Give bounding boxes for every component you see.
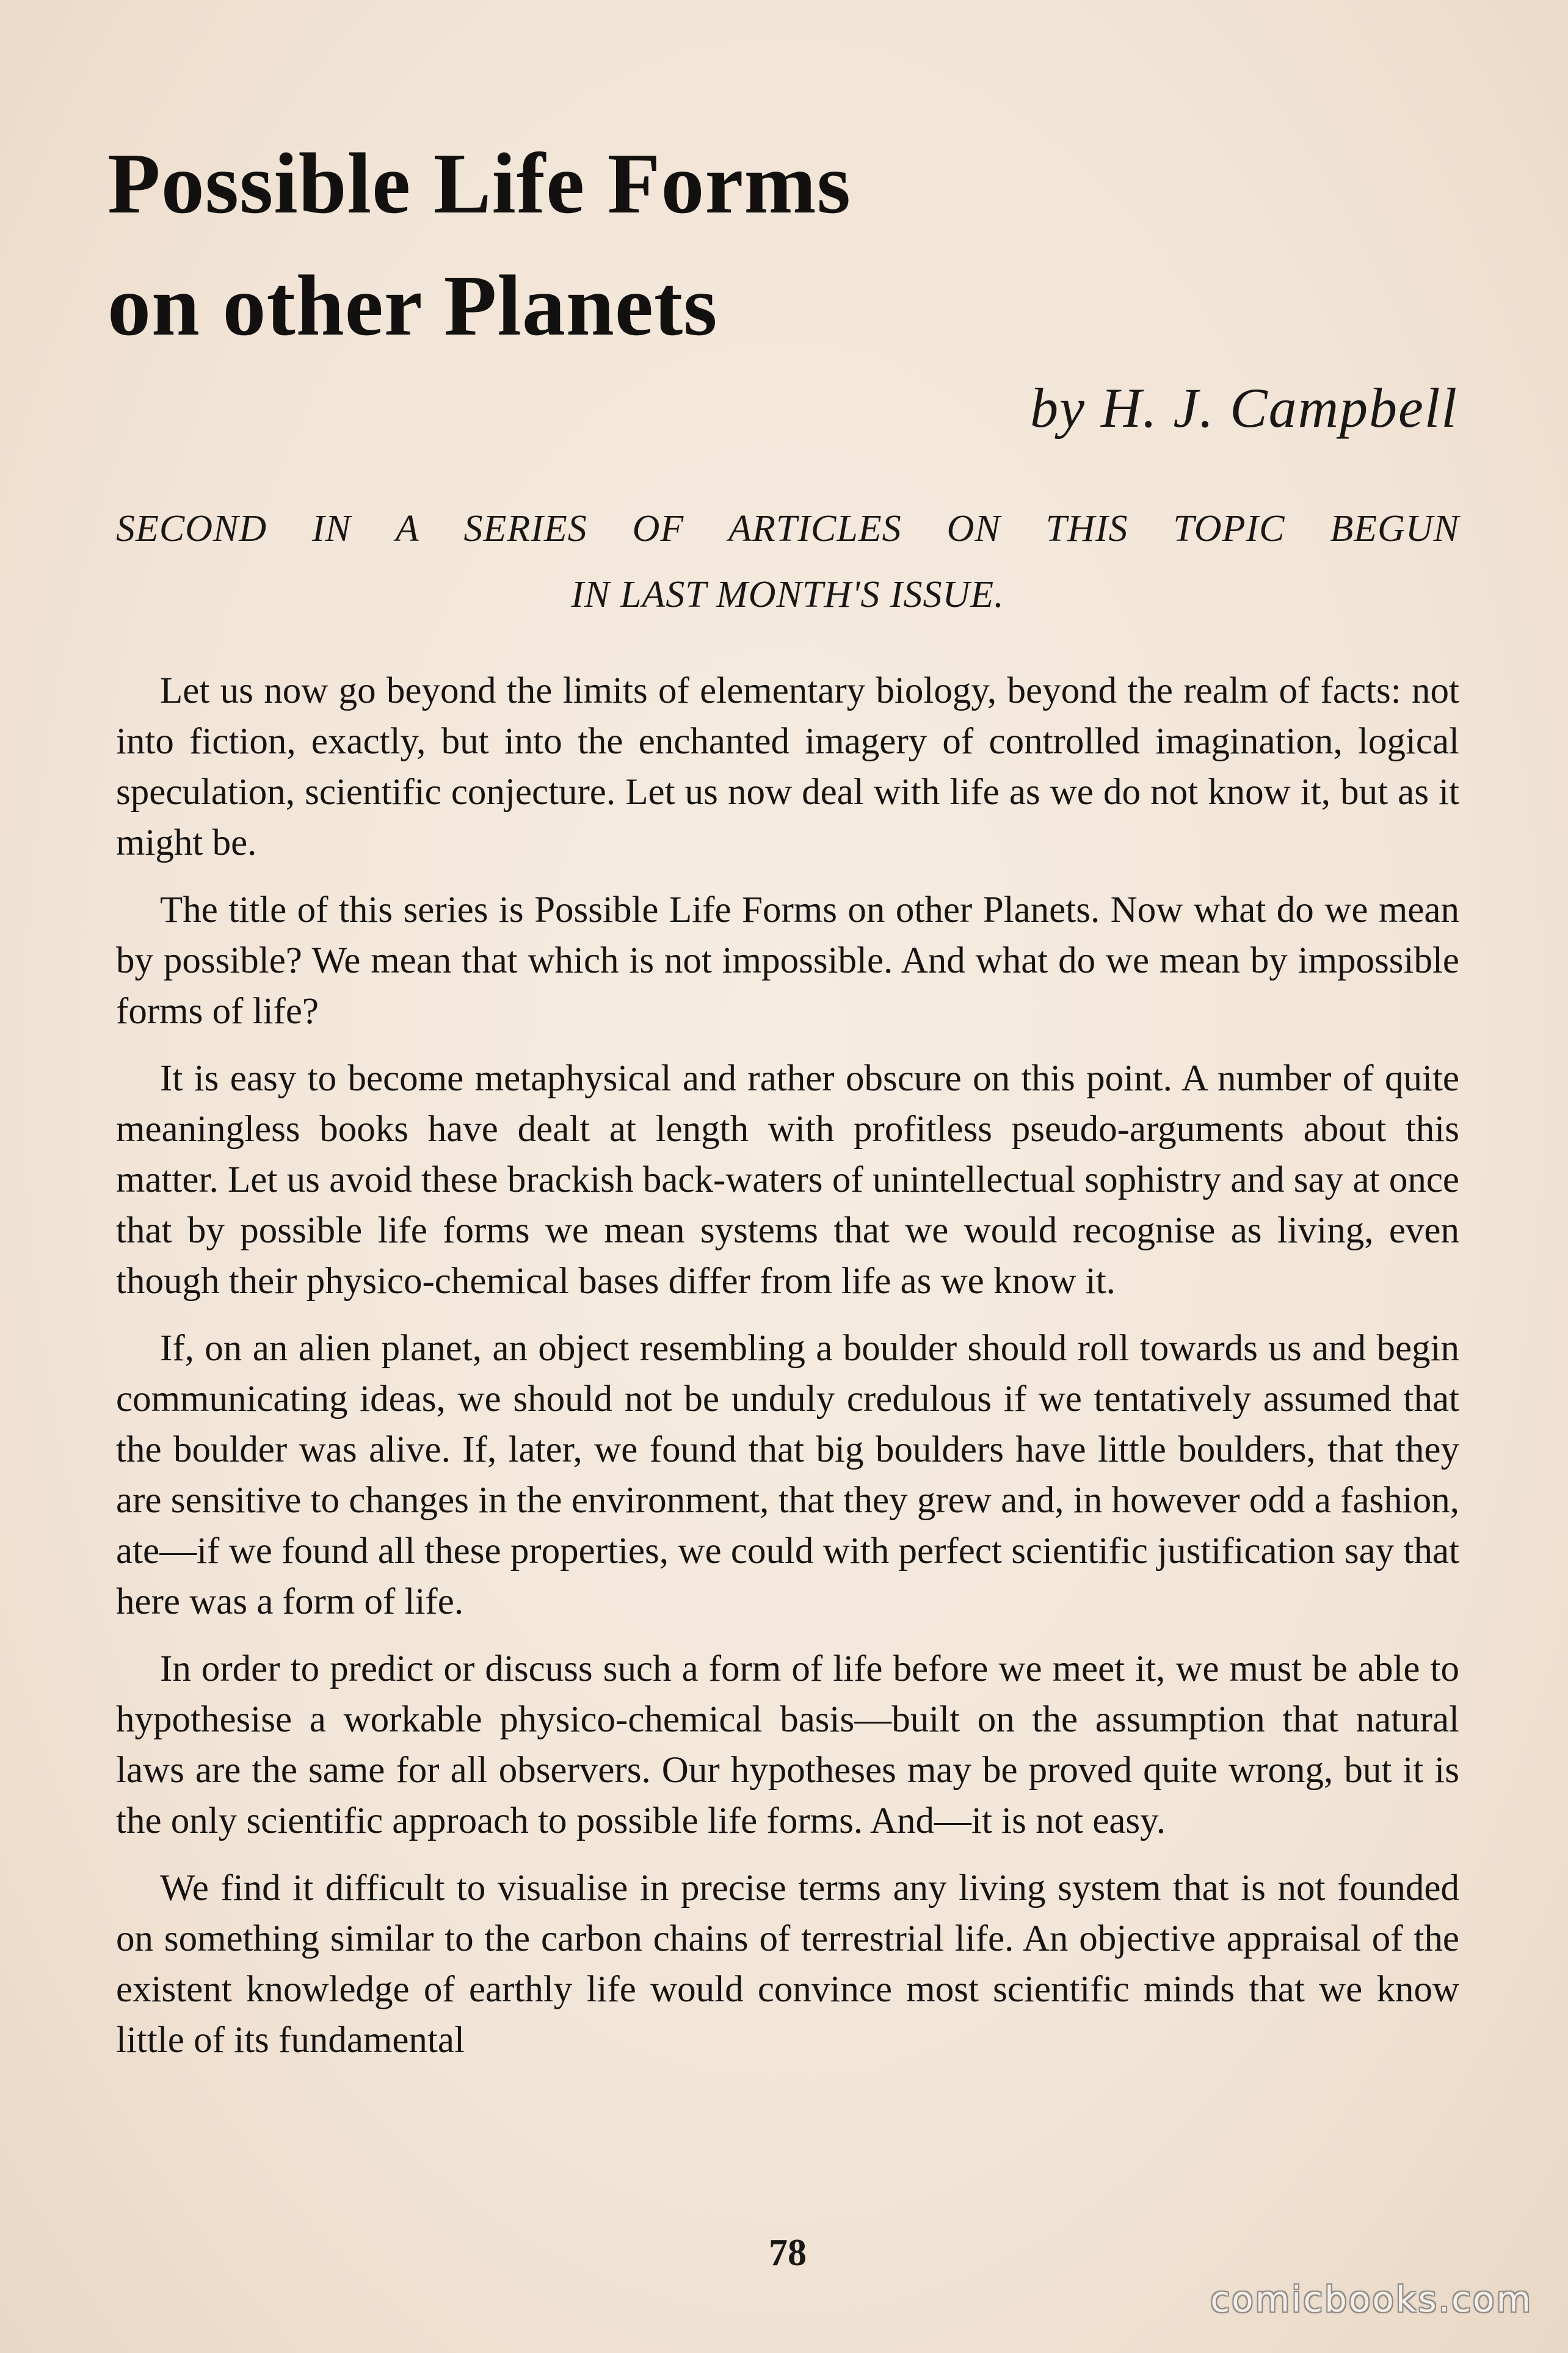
article-body: [116, 665, 1459, 2082]
page-number: 78: [769, 2232, 807, 2274]
body-paragraph: If, on an alien planet, an object resembling a boulder should roll towards us and begin communicating ideas, we should not be unduly credulous if we tentatively assumed that the boulder was alive. If, later, we found that big boulders have little boulders, that they are sensitive to changes in the environment, that they grew and, in however odd a fashion, ate—if we found all these properties, we could with perfect scientific justification say that here was a form of life.: [116, 1328, 1459, 1622]
body-paragraph: It is easy to become metaphysical and rather obscure on this point. A number of quite meaningless books have dealt at length with profitless pseudo-arguments about this matter. Let us avoid these brackish back-waters of unintellectual sophistry and say at once that by possible life forms we mean systems that we would recognise as living, even though their physico-chemical bases differ from life as we know it.: [116, 1058, 1459, 1302]
body-paragraph: In order to predict or discuss such a form of life before we meet it, we must be able to hypothesise a workable physico-chemical basis—built on the assumption that natural laws are the same for all observers. Our hypotheses may be proved quite wrong, but it is the only scientific approach to possible life forms. And—it is not easy.: [116, 1648, 1459, 1841]
series-note-line-2: IN LAST MONTH'S ISSUE.: [571, 574, 1004, 615]
series-note: [116, 496, 1459, 628]
article-title: [107, 122, 1207, 366]
source-watermark: comicbooks.com: [1210, 2279, 1533, 2320]
body-paragraph: We find it difficult to visualise in precise terms any living system that is not founded on something similar to the carbon chains of terrestrial life. An objective appraisal of the existent knowledge of earthly life would convince most scientific minds that we know little of its fundamental: [116, 1868, 1459, 2061]
article-title-line-1: Possible Life Forms: [107, 135, 851, 231]
body-paragraph: Let us now go beyond the limits of elementary biology, beyond the realm of facts: not into fiction, exactly, but into the enchanted imagery of controlled imagination, logical speculation, scientific conjecture. Let us now deal with life as we do not know it, but as it might be.: [116, 670, 1459, 863]
body-paragraph: The title of this series is Possible Life Forms on other Planets. Now what do we mean by possible? We mean that which is not impossible. And what do we mean by impossible forms of life?: [116, 890, 1459, 1032]
article-title-line-2: on other Planets: [107, 257, 718, 353]
author-byline: by H. J. Campbell: [1030, 377, 1458, 439]
series-note-line-1: SECOND IN A SERIES OF ARTICLES ON THIS TOPIC BEGUN: [116, 508, 1459, 549]
